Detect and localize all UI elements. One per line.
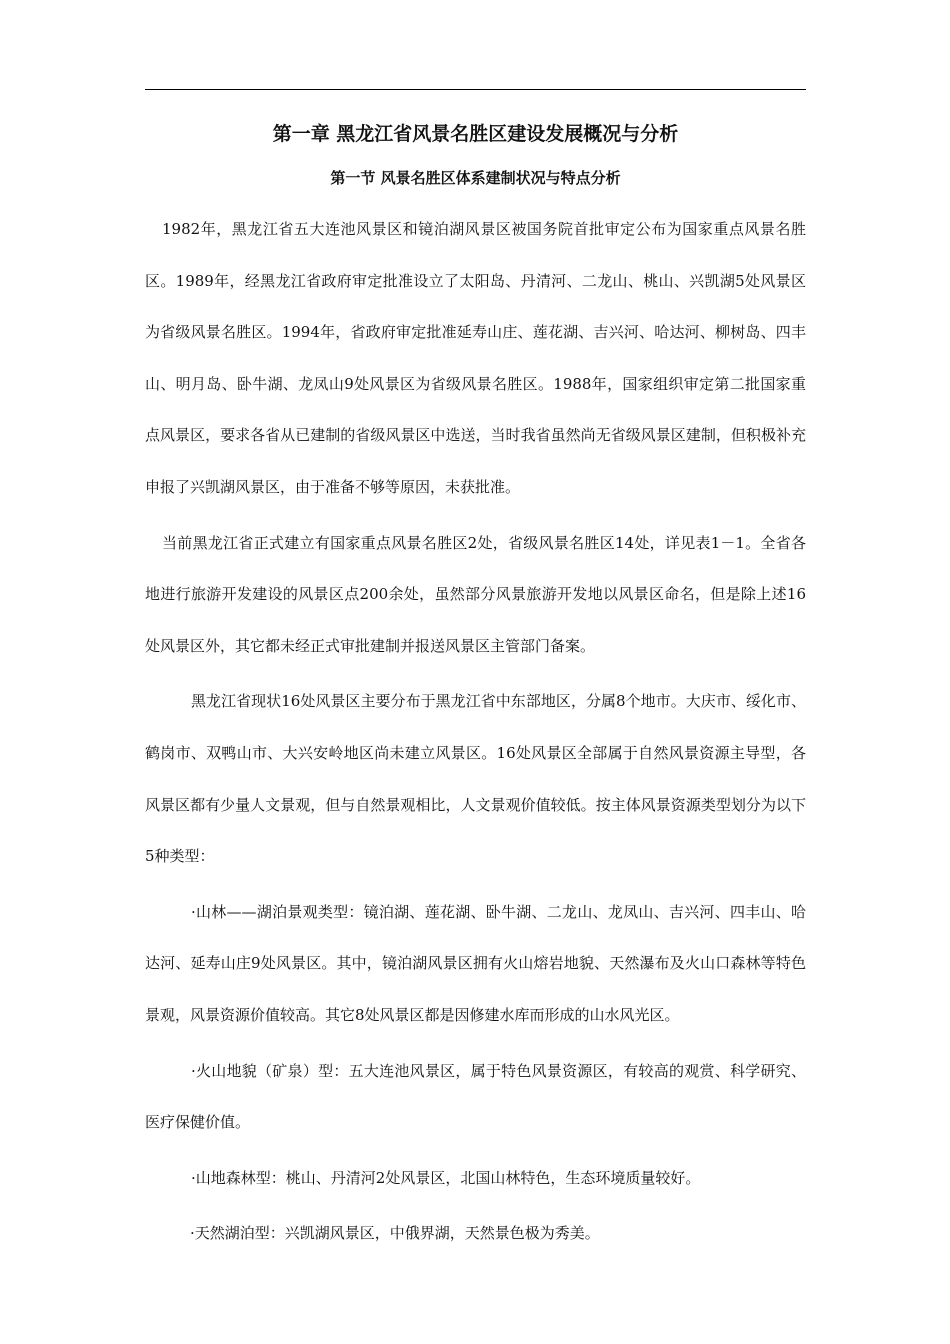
document-body — [145, 112, 806, 1264]
chapter-title: 第一章 黑龙江省风景名胜区建设发展概况与分析 — [272, 123, 679, 145]
bullet-mountain-lake-type: ·山林——湖泊景观类型：镜泊湖、莲花湖、卧牛湖、二龙山、龙凤山、吉兴河、四丰山、哈达河、延寿山庄9处风景区。其中，镜泊湖风景区拥有火山熔岩地貌、天然瀑布及火山口森林等特色景观，风景资源价值较高。其它8处风景区都是因修建水库而形成的山水风光区。 — [145, 902, 806, 1024]
section-title: 第一节 风景名胜区体系建制状况与特点分析 — [330, 169, 621, 187]
bullet-volcanic-type: ·火山地貌（矿泉）型：五大连池风景区，属于特色风景资源区，有较高的观赏、科学研究、医疗保健价值。 — [145, 1061, 806, 1132]
paragraph-distribution: 黑龙江省现状16处风景区主要分布于黑龙江省中东部地区，分属8个地市。大庆市、绥化市、鹤岗市、双鸭山市、大兴安岭地区尚未建立风景区。16处风景区全部属于自然风景资源主导型，各风景区都有少量人文景观，但与自然景观相比，人文景观价值较低。按主体风景资源类型划分为以下5种类型： — [145, 692, 806, 866]
bullet-mountain-forest-type: ·山地森林型：桃山、丹清河2处风景区，北国山林特色，生态环境质量较好。 — [191, 1168, 701, 1187]
paragraph-history: 1982年，黑龙江省五大连池风景区和镜泊湖风景区被国务院首批审定公布为国家重点风景名胜区。1989年，经黑龙江省政府审定批准设立了太阳岛、丹清河、二龙山、桃山、兴凯湖5处风景区为省级风景名胜区。1994年，省政府审定批准延寿山庄、莲花湖、吉兴河、哈达河、柳树岛、四丰山、明月岛、卧牛湖、龙凤山9处风景区为省级风景名胜区。1988年，国家组织审定第二批国家重点风景区，要求各省从已建制的省级风景区中选送，当时我省虽然尚无省级风景区建制，但积极补充申报了兴凯湖风景区，由于准备不够等原因，未获批准。 — [145, 220, 806, 496]
paragraph-current-status: 当前黑龙江省正式建立有国家重点风景名胜区2处，省级风景名胜区14处，详见表1－1。全省各地进行旅游开发建设的风景区点200余处，虽然部分风景旅游开发地以风景区命名，但是除上述16处风景区外，其它都未经正式审批建制并报送风景区主管部门备案。 — [145, 533, 806, 655]
bullet-natural-lake-type: ·天然湖泊型：兴凯湖风景区，中俄界湖，天然景色极为秀美。 — [190, 1224, 600, 1243]
header-rule — [145, 89, 806, 90]
